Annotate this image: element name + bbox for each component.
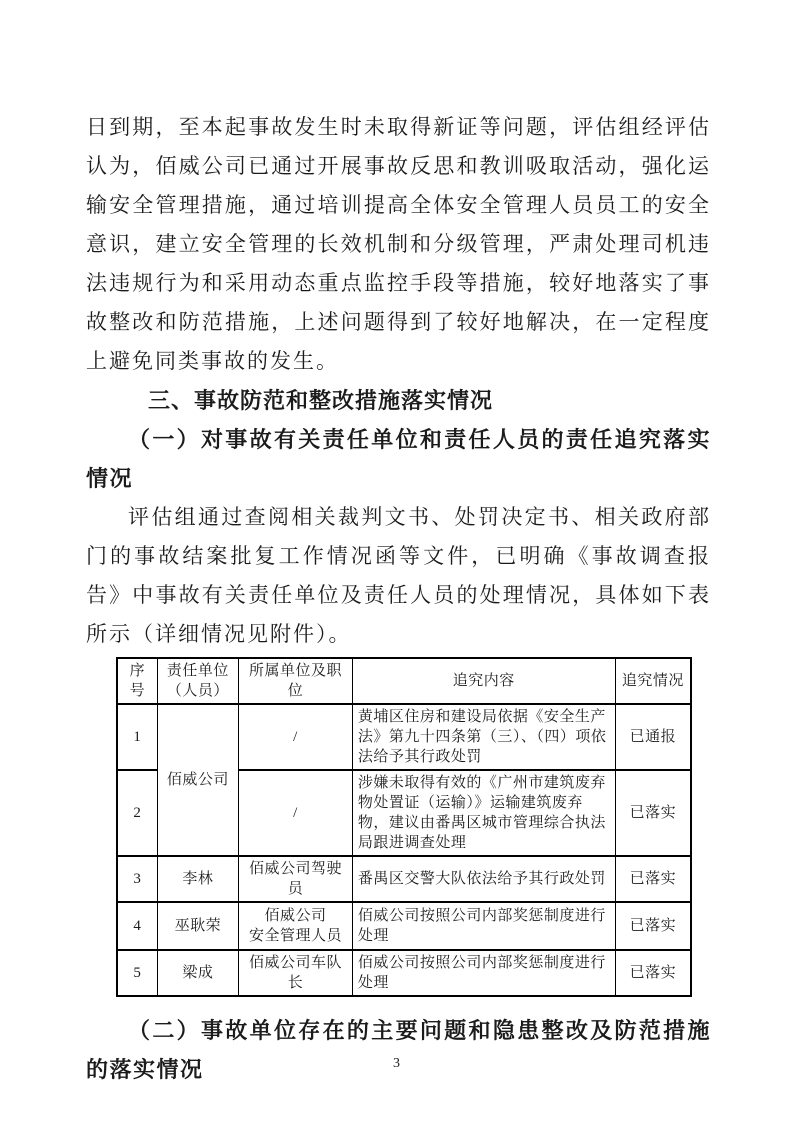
- table-cell: 番禺区交警大队依法给予其行政处罚: [352, 856, 615, 902]
- table-row: [117, 856, 691, 902]
- page-number: 3: [393, 1056, 401, 1071]
- subsection-heading-2: （二）事故单位存在的主要问题和隐患整改及防范措施的落实情况: [86, 1018, 711, 1082]
- table-cell: 已落实: [615, 770, 691, 856]
- table-cell: 佰威公司按照公司内部奖惩制度进行处理: [352, 950, 615, 996]
- accountability-table: [116, 657, 692, 997]
- table-header-cell: 责任单位 （人员）: [157, 658, 239, 704]
- table-row: [117, 902, 691, 950]
- table-cell: 2: [117, 770, 157, 856]
- table-header-cell: 序号: [117, 658, 157, 704]
- table-cell: 巫耿荣: [157, 902, 239, 950]
- table-row: [117, 704, 691, 770]
- table-cell: 1: [117, 704, 157, 770]
- body-paragraph-intro: 评估组通过查阅相关裁判文书、处罚决定书、相关政府部门的事故结案批复工作情况函等文件，已明确《事故调查报告》中事故有关责任单位及责任人员的处理情况，具体如下表所示（详细情况见附件）。: [86, 505, 711, 646]
- section-heading-3: 三、事故防范和整改措施落实情况: [148, 388, 494, 413]
- table-cell: 已落实: [615, 950, 691, 996]
- table-cell: 佰威公司按照公司内部奖惩制度进行处理: [352, 902, 615, 950]
- table-header-cell: 所属单位及职位: [239, 658, 353, 704]
- table-cell: 已落实: [615, 856, 691, 902]
- body-paragraph-continuation: 日到期，至本起事故发生时未取得新证等问题，评估组经评估认为，佰威公司已通过开展事故反思和教训吸取活动，强化运输安全管理措施，通过培训提高全体安全管理人员员工的安全意识，建立安全管理的长效机制和分级管理，严肃处理司机违法违规行为和采用动态重点监控手段等措施，较好地落实了事故整改和防范措施，上述问题得到了较好地解决，在一定程度上避免同类事故的发生。: [86, 115, 711, 373]
- table-cell: 已落实: [615, 902, 691, 950]
- subsection-heading-1: （一）对事故有关责任单位和责任人员的责任追究落实情况: [86, 427, 711, 491]
- table-cell: 4: [117, 902, 157, 950]
- table-cell: 涉嫌未取得有效的《广州市建筑废弃物处置证（运输）》运输建筑废弃物，建议由番禺区城市管理综合执法局跟进调查处理: [352, 770, 615, 856]
- table-cell: 梁成: [157, 950, 239, 996]
- table-cell: 佰威公司: [157, 704, 239, 856]
- table-row: [117, 950, 691, 996]
- table-cell: 黄埔区住房和建设局依据《安全生产法》第九十四条第（三）、（四）项依法给予其行政处罚: [352, 704, 615, 770]
- document-content: [86, 108, 711, 1089]
- table-cell: 5: [117, 950, 157, 996]
- table-header-cell: 追究内容: [352, 658, 615, 704]
- table-header-row: [117, 658, 691, 704]
- table-cell: 李林: [157, 856, 239, 902]
- table-header-cell: 追究情况: [615, 658, 691, 704]
- table-cell: /: [239, 770, 353, 856]
- table-cell: /: [239, 704, 353, 770]
- table-cell: 佰威公司驾驶员: [239, 856, 353, 902]
- table-cell: 已通报: [615, 704, 691, 770]
- table-cell: 佰威公司车队长: [239, 950, 353, 996]
- table-cell: 3: [117, 856, 157, 902]
- table-cell: 佰威公司 安全管理人员: [239, 902, 353, 950]
